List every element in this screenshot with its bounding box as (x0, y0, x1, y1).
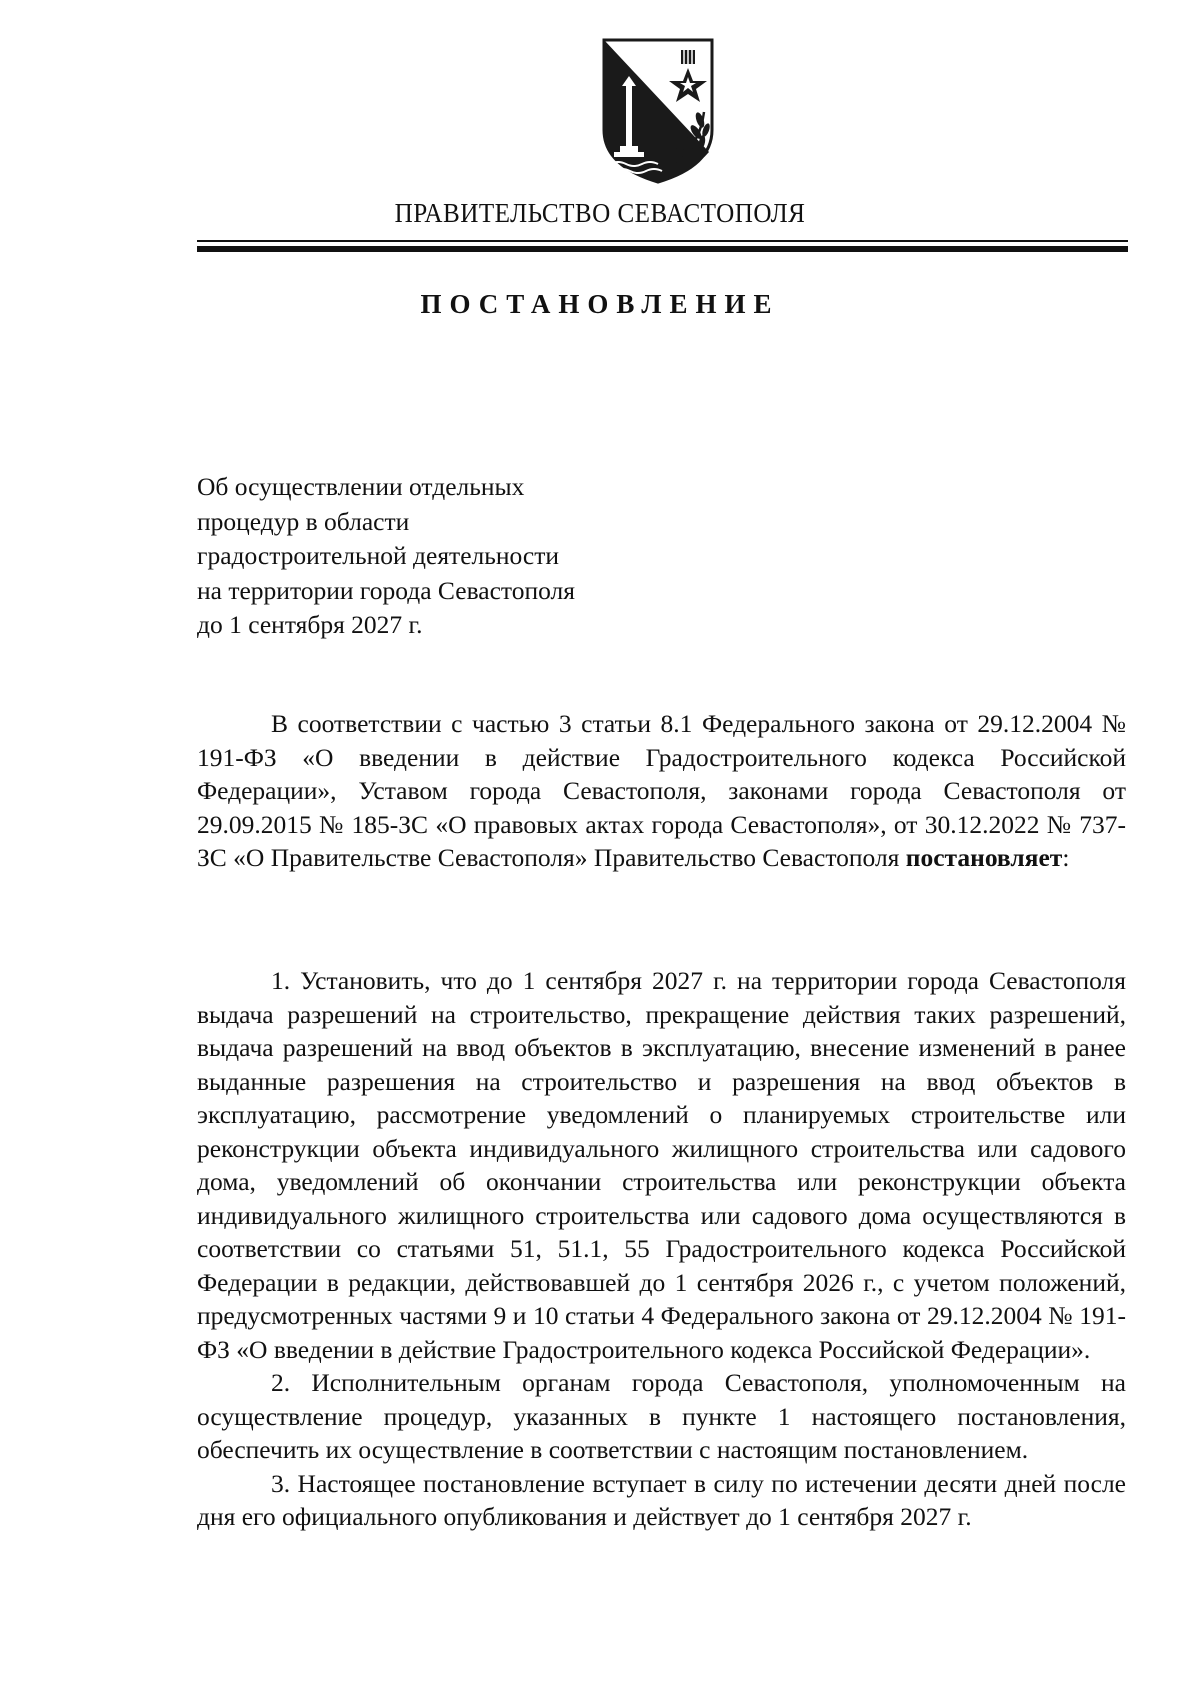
preamble-paragraph (197, 707, 1126, 875)
sevastopol-coat-of-arms-icon (596, 34, 720, 186)
subject-line: Об осуществлении отдельных (197, 472, 525, 501)
organization-name: ПРАВИТЕЛЬСТВО СЕВАСТОПОЛЯ (394, 198, 806, 228)
document-type-title: ПОСТАНОВЛЕНИЕ (420, 289, 780, 319)
item-paragraph: 3. Настоящее постановление вступает в силу по истечении десяти дней после дня его официального опубликования и действует до 1 сентября 2027 г. (197, 1468, 1126, 1531)
document-subject (197, 470, 657, 643)
header-divider-thin (197, 240, 1128, 242)
resolution-items (197, 964, 1126, 1534)
item-paragraph: 1. Установить, что до 1 сентября 2027 г. на территории города Севастополя выдача разрешений на строительство, прекращение действия таких разрешений, выдача разрешений на ввод объектов в эксплуатацию, внесение изменений в ранее выданные разрешения на строительство и разрешения на ввод объектов в эксплуатацию, рассмотрение уведомлений о планируемых строительстве или реконструкции объекта индивидуального жилищного строительства или садового дома, уведомлений об окончании строительства или реконструкции объекта индивидуального жилищного строительства или садового дома осуществляются в соответствии со статьями 51, 51.1, 55 Градостроительного кодекса Российской Федерации в редакции, действовавшей до 1 сентября 2026 г., с учетом положений, предусмотренных частями 9 и 10 статьи 4 Федерального закона от 29.12.2004 № 191-ФЗ «О введении в действие Градостроительного кодекса Российской Федерации». (197, 966, 1126, 1364)
subject-line: процедур в области (197, 506, 410, 536)
preamble-verb: постановляет (905, 843, 1063, 872)
subject-line: градостроительной деятельности (197, 541, 560, 570)
subject-line: до 1 сентября 2027 г. (197, 610, 423, 639)
preamble-text: В соответствии с частью 3 статьи 8.1 Федерального закона от 29.12.2004 № 191-ФЗ «О введении в действие Градостроительного кодекса Российской Федерации», Уставом города Севастополя, законами города Севастополя от 29.09.2015 № 185-ЗС «О правовых актах города Севастополя», от 30.12.2022 № 737-ЗС «О Правительстве Севастополя» Правительство Севастополя (197, 709, 1126, 872)
header-divider-thick (197, 246, 1128, 252)
preamble-colon: : (1062, 843, 1070, 872)
item-paragraph: 2. Исполнительным органам города Севастополя, уполномоченным на осуществление процедур, указанных в пункте 1 настоящего постановления, обеспечить их осуществление в соответствии с настоящим постановлением. (197, 1368, 1126, 1464)
subject-line: на территории города Севастополя (197, 575, 575, 605)
preamble (197, 707, 1126, 875)
